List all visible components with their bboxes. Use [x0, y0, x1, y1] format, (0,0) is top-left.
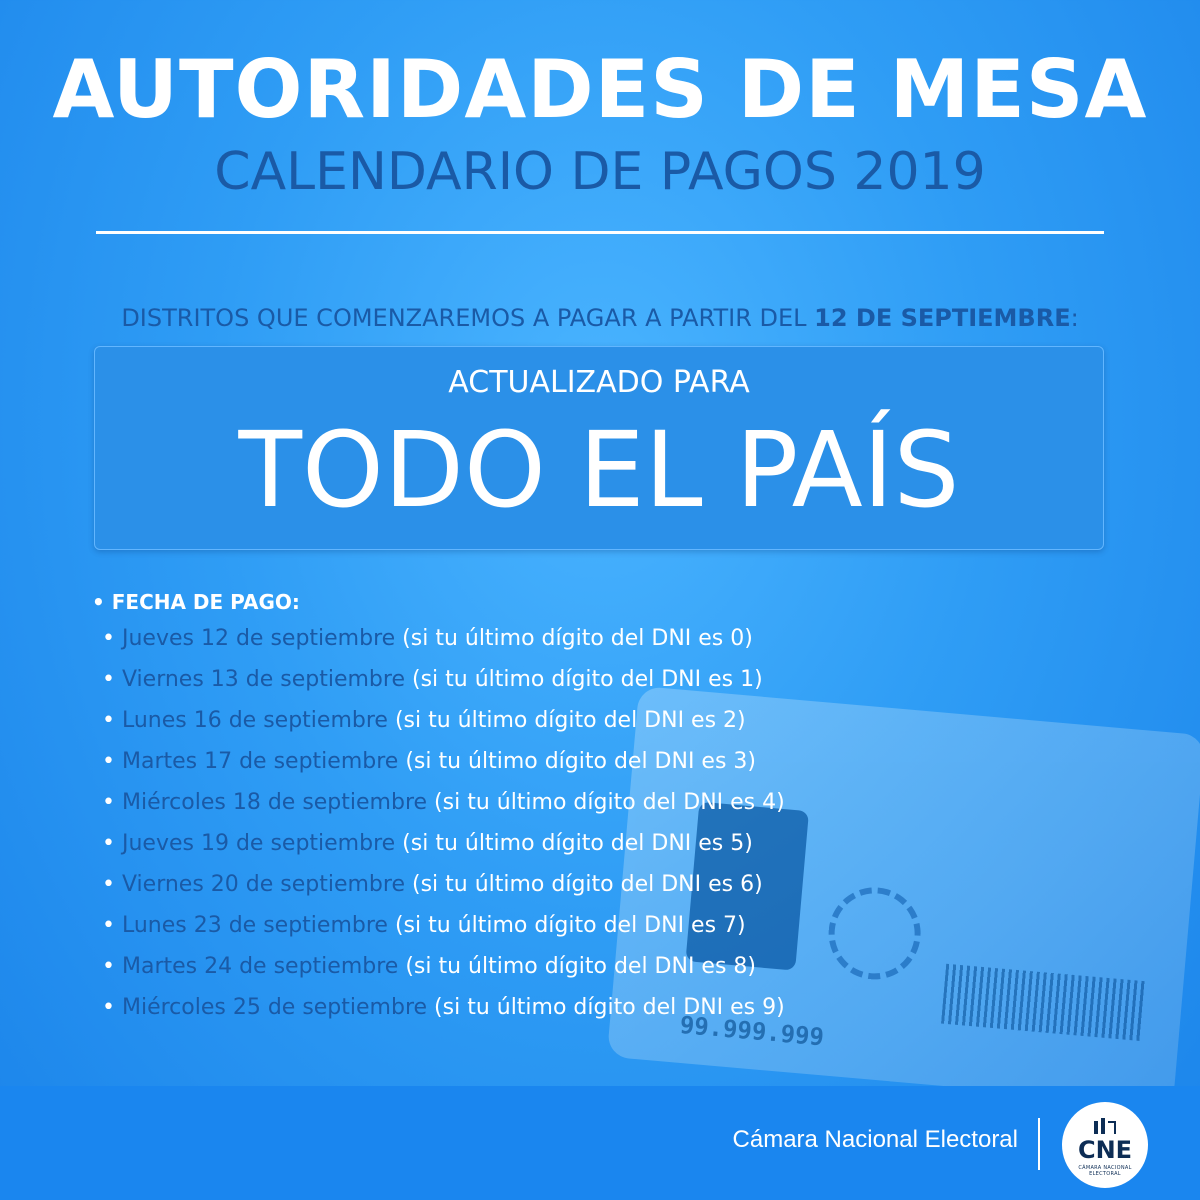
payment-date: Miércoles 18 de septiembre — [121, 790, 428, 815]
schedule-item — [92, 618, 785, 659]
schedule-item — [92, 987, 785, 1028]
page-subtitle: CALENDARIO DE PAGOS 2019 — [214, 142, 986, 202]
title-divider — [96, 231, 1104, 234]
payment-date: Martes 24 de septiembre — [121, 954, 399, 979]
footer-org-name: Cámara Nacional Electoral — [732, 1126, 1018, 1153]
dni-seal — [825, 884, 925, 984]
banner-headline: TODO EL PAÍS — [238, 409, 960, 531]
footer-divider — [1038, 1118, 1040, 1170]
payment-date: Lunes 23 de septiembre — [121, 913, 388, 938]
logo-subtext: CÁMARA NACIONAL ELECTORAL — [1078, 1165, 1132, 1177]
bullet-icon: • — [102, 913, 122, 938]
dni-number: 99.999.999 — [678, 1010, 826, 1052]
logo-letters: CNE — [1077, 1136, 1133, 1164]
schedule-item — [92, 659, 785, 700]
payment-date: Jueves 19 de septiembre — [121, 831, 396, 856]
districts-line — [0, 300, 1200, 336]
payment-date: Lunes 16 de septiembre — [121, 708, 388, 733]
bullet-icon: • — [102, 749, 122, 774]
dni-condition: (si tu último dígito del DNI es 6) — [405, 872, 763, 897]
bullet-icon: • — [102, 708, 122, 733]
schedule-heading: • FECHA DE PAGO: — [92, 590, 300, 614]
bullet-icon: • — [102, 667, 122, 692]
schedule-item — [92, 946, 785, 987]
update-banner — [94, 346, 1104, 550]
schedule-item — [92, 864, 785, 905]
schedule-item — [92, 823, 785, 864]
dni-condition: (si tu último dígito del DNI es 7) — [387, 913, 746, 938]
payment-date: Miércoles 25 de septiembre — [121, 995, 428, 1020]
payment-date: Viernes 13 de septiembre — [121, 667, 405, 692]
schedule-list — [92, 618, 785, 1028]
payment-date: Martes 17 de septiembre — [121, 749, 399, 774]
dni-condition: (si tu último dígito del DNI es 9) — [427, 995, 785, 1020]
dni-condition: (si tu último dígito del DNI es 4) — [427, 790, 785, 815]
schedule-item — [92, 782, 785, 823]
footer-bar — [0, 1086, 1200, 1200]
bullet-icon: • — [102, 872, 122, 897]
bullet-icon: • — [102, 954, 122, 979]
districts-date: 12 DE SEPTIEMBRE — [814, 304, 1071, 332]
cne-logo — [1062, 1102, 1148, 1188]
bullet-icon: • — [102, 626, 122, 651]
schedule-item — [92, 741, 785, 782]
districts-suffix: : — [1070, 304, 1079, 332]
dni-condition: (si tu último dígito del DNI es 3) — [398, 749, 756, 774]
bullet-icon: • — [102, 831, 122, 856]
building-icon — [1092, 1116, 1118, 1134]
schedule-item — [92, 905, 785, 946]
dni-condition: (si tu último dígito del DNI es 8) — [398, 954, 756, 979]
bullet-icon: • — [102, 995, 122, 1020]
payment-schedule — [92, 586, 785, 1028]
dni-condition: (si tu último dígito del DNI es 0) — [395, 626, 753, 651]
districts-text: DISTRITOS QUE COMENZAREMOS A PAGAR A PARTIR DEL — [121, 304, 815, 332]
schedule-item — [92, 700, 785, 741]
page-title: AUTORIDADES DE MESA — [52, 43, 1148, 136]
payment-date: Viernes 20 de septiembre — [121, 872, 405, 897]
dni-condition: (si tu último dígito del DNI es 1) — [405, 667, 763, 692]
dni-barcode — [941, 964, 1145, 1041]
dni-condition: (si tu último dígito del DNI es 2) — [387, 708, 746, 733]
dni-condition: (si tu último dígito del DNI es 5) — [395, 831, 753, 856]
banner-subtext: ACTUALIZADO PARA — [448, 365, 750, 400]
payment-date: Jueves 12 de septiembre — [121, 626, 396, 651]
bullet-icon: • — [102, 790, 122, 815]
